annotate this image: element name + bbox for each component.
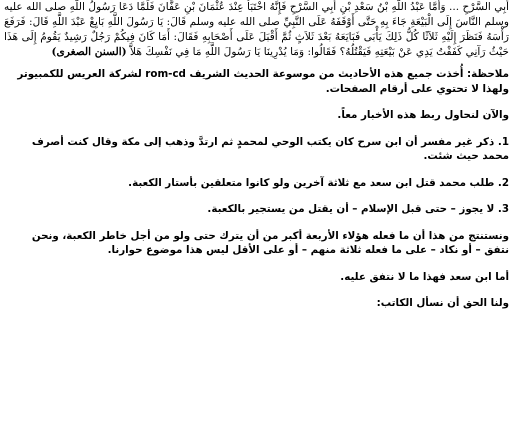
spacer: [4, 123, 509, 135]
point-1: 1. ذكر غير مفسر أن ابن سرح كان يكتب الوحي لمحمدٍ ثم ارتدَّ وذهب إلى مكة وقال كنت أصرف محمد حيث شئت.: [31, 135, 509, 162]
hadith-text: أَبِي السَّرْحِ ... وَأَمَّا عَبْدُ اللَّهِ بْنُ سَعْدِ بْنِ أَبِي السَّرْحِ فَإِنَّهُ اخْتَبَأَ عِنْدَ عُثْمَانَ بْنِ عَفَّانَ فَلَمَّا دَعَا رَسُولُ اللَّهِ صلى الله عليه وسلم النَّاسَ إِلَى الْبَيْعَةِ جَاءَ بِهِ حَتَّى أَوْقَفَهُ عَلَى النَّبِيِّ صلى الله عليه وسلم قَالَ: يَا رَسُولَ اللَّهِ بَايِعْ عَبْدَ اللَّهِ قَالَ: فَرَفَعَ رَأْسَهُ فَنَظَرَ إِلَيْهِ ثَلاَثًا كُلُّ ذَلِكَ يَأْبَى فَبَايَعَهُ بَعْدَ ثَلاَثٍ ثُمَّ أَقْبَلَ عَلَى أَصْحَابِهِ فَقَالَ: أَمَا كَانَ فِيكُمْ رَجُلٌ رَشِيدٌ يَقُومُ إِلَى هَذَا حَيْثُ رَآنِي كَفَفْتُ يَدِي عَنْ بَيْعَتِهِ فَيَقْتُلُهُ؟ فَقَالُوا: وَمَا يُدْرِينَا يَا رَسُولَ اللَّهِ مَا فِي نَفْسِكَ هَلاَّ: [4, 1, 509, 58]
spacer: [4, 190, 509, 202]
spacer: [4, 164, 509, 176]
hadith-passage: [4, 0, 509, 60]
spacer: [4, 96, 509, 108]
ibn-saad-paragraph: أما ابن سعد فهذا ما لا نتفق عليه.: [340, 270, 509, 283]
hadith-source: (السنن الصغرى): [51, 46, 127, 58]
spacer: [4, 217, 509, 229]
conclusion-paragraph: ونستنتج من هذا أن ما فعله هؤلاء الأربعة أكبر من أن يترك حتى ولو من أجل خاطر الكعبة، ونحن نتفق – أو نكاد – على ما فعله ثلاثة منهم – أو على الأقل ليس هذا موضوع حوارنا.: [31, 229, 509, 256]
spacer: [4, 284, 509, 296]
note-paragraph: ملاحظة: أُخذت جميع هذه الأحاديث من موسوعة الحديث الشريف rom-cd لشركة العريس للكمبيوتر ولهذا لا تحتوي على أرقام الصفحات.: [17, 68, 509, 95]
spacer: [4, 258, 509, 270]
closing-paragraph: ولنا الحق أن نسأل الكاتب:: [376, 297, 509, 309]
intro-paragraph: والآن لنحاول ربط هذه الأخبار معاً.: [337, 109, 509, 121]
document-page: [4, 0, 509, 435]
point-3: 3. لا يجوز – حتى قبل الإسلام – أن يقتل من يستجير بالكعبة.: [207, 203, 509, 215]
spacer: [4, 60, 509, 67]
point-2: 2. طلب محمد قتل ابن سعد مع ثلاثة آخرين ولو كانوا متعلقين بأستار الكعبة.: [128, 176, 509, 189]
